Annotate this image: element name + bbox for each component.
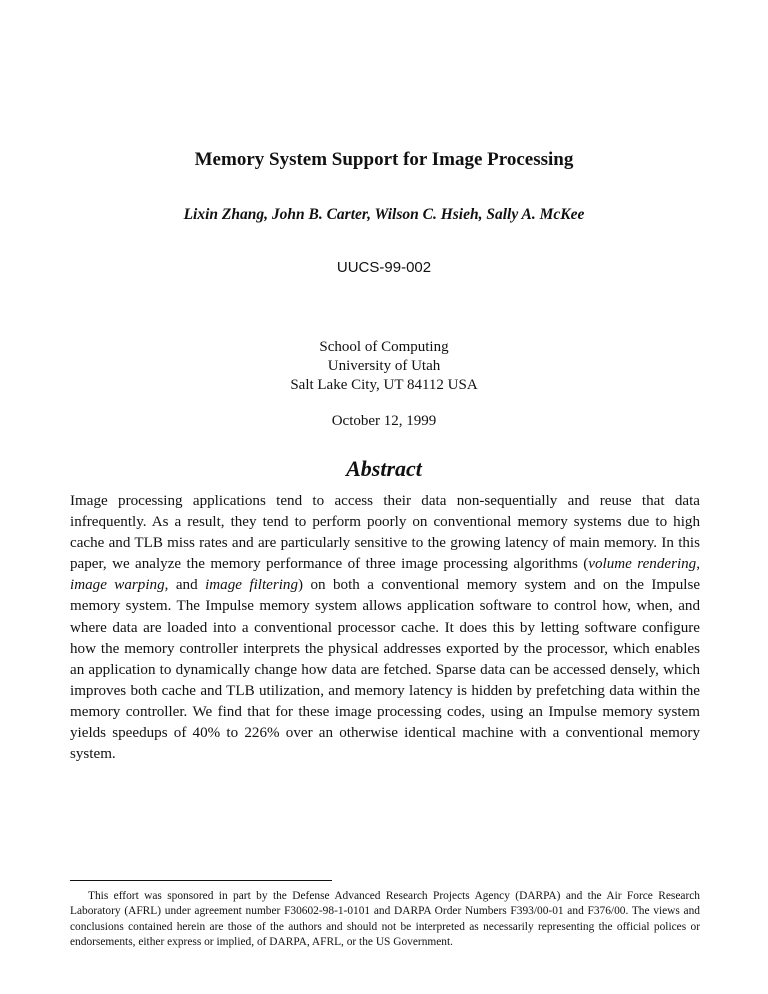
abstract-term-image-filtering: image filtering — [205, 577, 299, 594]
abstract-separator: , and — [164, 577, 206, 594]
abstract-term-image-warping: image warping — [70, 577, 165, 594]
report-number: UUCS-99-002 — [336, 259, 432, 276]
abstract-heading: Abstract — [346, 456, 422, 481]
affiliation-university: University of Utah — [327, 358, 441, 374]
affiliation-school: School of Computing — [319, 339, 449, 355]
footnote-divider — [70, 880, 332, 881]
affiliation-address: Salt Lake City, UT 84112 USA — [290, 377, 478, 393]
footnote-text: This effort was sponsored in part by the Defense Advanced Research Projects Agency (DARPA) and the Air Force Research Laboratory (AFRL) under agreement number F30602-98-1-0101 and DARPA Order Numbers F393/00-01 and F376/00. The views and conclusions contained herein are those of the authors and should not be interpreted as necessarily representing the official polices or endorsements, either express or implied, of DARPA, AFRL, or the US Government. — [70, 890, 700, 948]
author-list: Lixin Zhang, John B. Carter, Wilson C. Hsieh, Sally A. McKee — [183, 206, 585, 223]
abstract-text-part1: Image processing applications tend to access their data non-sequentially and reuse that data infrequently. As a result, they tend to perform poorly on conventional memory systems due to high cache and TLB miss rates and are particularly sensitive to the growing latency of main memory. In this paper, we analyze the memory performance of three image processing algorithms ( — [70, 493, 700, 573]
abstract-separator: , — [696, 556, 701, 573]
publication-date: October 12, 1999 — [331, 413, 437, 429]
affiliation-block — [0, 338, 768, 395]
abstract-body — [70, 491, 700, 765]
abstract-term-volume-rendering: volume rendering — [588, 556, 697, 573]
abstract-text-part2: ) on both a conventional memory system and on the Impulse memory system. The Impulse memory system allows application software to control how, when, and where data are loaded into a conventional processor cache. It does this by letting software configure how the memory controller interprets the physical addresses exported by the processor, which enables an application to dynamically change how data are fetched. Sparse data can be accessed densely, which improves both cache and TLB utilization, and memory latency is hidden by prefetching data within the memory controller. We find that for these image processing codes, using an Impulse memory system yields speedups of 40% to 226% over an otherwise identical machine with a conventional memory system. — [70, 577, 701, 763]
paper-title: Memory System Support for Image Processing — [194, 149, 574, 170]
